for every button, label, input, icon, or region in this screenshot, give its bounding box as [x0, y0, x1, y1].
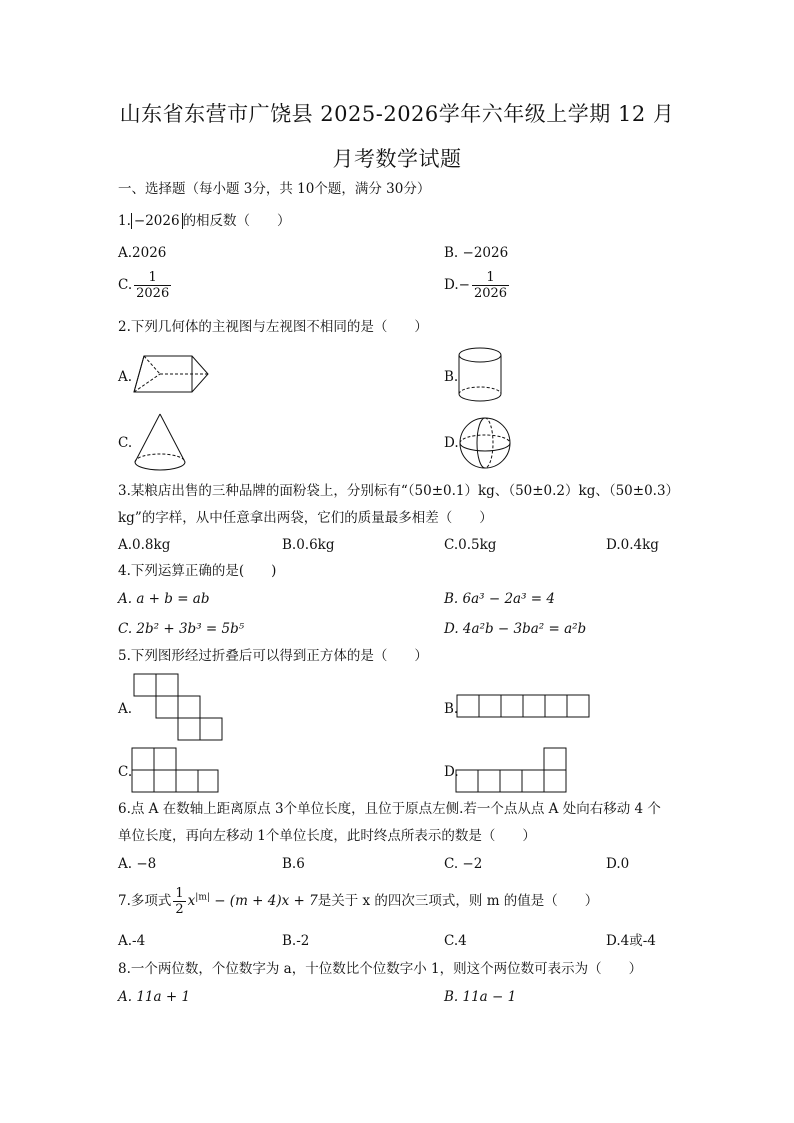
q7-variable: x — [187, 893, 196, 909]
cube-net-d-figure — [454, 746, 570, 794]
page-title-line1: 山东省东营市广饶县 2025-2026学年六年级上学期 12 月 — [119, 102, 675, 126]
q3-option-d: D.0.4kg — [606, 537, 659, 553]
q6-option-c: C. −2 — [444, 856, 483, 872]
frac-num: 1 — [175, 886, 184, 901]
section-header: 一、选择题（每小题 3分，共 10个题，满分 30分） — [118, 181, 431, 197]
question-6-stem-line2: 单位长度，再向左移动 1个单位长度，此时终点所表示的数是（ ） — [118, 828, 536, 844]
q4-option-d: D. 4a²b − 3ba² = a²b — [444, 621, 587, 637]
q1-option-a: A.2026 — [118, 245, 167, 261]
q1-option-c-label: C. — [118, 277, 133, 293]
q6-option-d: D.0 — [606, 856, 630, 872]
q8-option-a: A. 11a + 1 — [118, 989, 191, 1005]
q5-option-b-label: B. — [444, 701, 459, 717]
q2-option-c-label: C. — [118, 435, 133, 451]
q7-stem-start: 7.多项式 — [118, 893, 172, 909]
q7-option-b: B.-2 — [282, 933, 310, 949]
q4-option-b: B. 6a³ − 2a³ = 4 — [444, 591, 555, 607]
cylinder-figure — [456, 346, 504, 404]
q4-option-a: A. a + b = ab — [118, 591, 210, 607]
q7-exponent: |m| — [195, 892, 210, 903]
q7-fraction — [173, 886, 185, 917]
q1-option-d — [444, 270, 511, 301]
page-title-line2: 月考数学试题 — [332, 147, 462, 171]
frac-den: 2026 — [473, 286, 508, 301]
cube-net-c-figure — [130, 746, 220, 794]
frac-den: 2 — [175, 902, 184, 917]
q1-option-d-label: D.− — [444, 277, 470, 293]
question-1-stem — [118, 212, 291, 230]
sphere-figure — [456, 416, 514, 470]
q8-option-b: B. 11a − 1 — [444, 989, 517, 1005]
q1-option-c — [118, 270, 173, 301]
question-3-stem-line2: kg”的字样，从中任意拿出两袋，它们的质量最多相差（ ） — [118, 510, 493, 526]
q5-option-a-label: A. — [118, 701, 133, 717]
cube-net-a-figure — [132, 672, 226, 742]
q6-option-b: B.6 — [282, 856, 305, 872]
question-2-stem: 2.下列几何体的主视图与左视图不相同的是（ ） — [118, 319, 428, 335]
q1-number: 1. — [118, 213, 131, 229]
q6-option-a: A. −8 — [118, 856, 157, 872]
q7-expression: − (m + 4)x + 7 — [209, 893, 318, 909]
q3-option-a: A.0.8kg — [118, 537, 171, 553]
q3-option-b: B.0.6kg — [282, 537, 335, 553]
frac-num: 1 — [486, 270, 495, 285]
q5-option-d-label: D. — [444, 764, 459, 780]
question-6-stem-line1: 6.点 A 在数轴上距离原点 3个单位长度，且位于原点左侧.若一个点从点 A 处向右移动 4 个 — [118, 801, 661, 817]
q7-stem-end: 是关于 x 的四次三项式，则 m 的值是（ ） — [317, 893, 599, 909]
question-3-stem-line1: 3.某粮店出售的三种品牌的面粉袋上，分别标有“（50±0.1）kg、（50±0.2）kg、（50±0.3） — [118, 483, 680, 499]
question-4-stem: 4.下列运算正确的是( ) — [118, 563, 277, 579]
q1-option-d-fraction — [472, 270, 509, 301]
q1-stem-text: 的相反数（ ） — [182, 213, 291, 229]
cone-figure — [130, 410, 190, 474]
q7-option-d: D.4或-4 — [606, 933, 656, 949]
q1-option-b: B. −2026 — [444, 245, 509, 261]
frac-num: 1 — [148, 270, 157, 285]
q3-option-c: C.0.5kg — [444, 537, 497, 553]
question-7-stem — [118, 886, 598, 917]
q7-option-a: A.-4 — [118, 933, 146, 949]
question-5-stem: 5.下列图形经过折叠后可以得到正方体的是（ ） — [118, 648, 428, 664]
q1-option-c-fraction — [134, 270, 171, 301]
q5-option-c-label: C. — [118, 764, 133, 780]
q1-abs-value: −2026 — [131, 213, 183, 229]
q2-option-d-label: D. — [444, 435, 459, 451]
q7-option-c: C.4 — [444, 933, 467, 949]
q2-option-a-label: A. — [118, 369, 133, 385]
cube-net-b-figure — [456, 694, 596, 720]
q4-option-c: C. 2b² + 3b³ = 5b⁵ — [118, 621, 245, 637]
frac-den: 2026 — [136, 286, 170, 301]
q2-option-b-label: B. — [444, 369, 459, 385]
question-8-stem: 8.一个两位数，个位数字为 a，十位数比个位数字小 1，则这个两位数可表示为（ ） — [118, 961, 643, 977]
triangular-prism-figure — [132, 352, 212, 400]
